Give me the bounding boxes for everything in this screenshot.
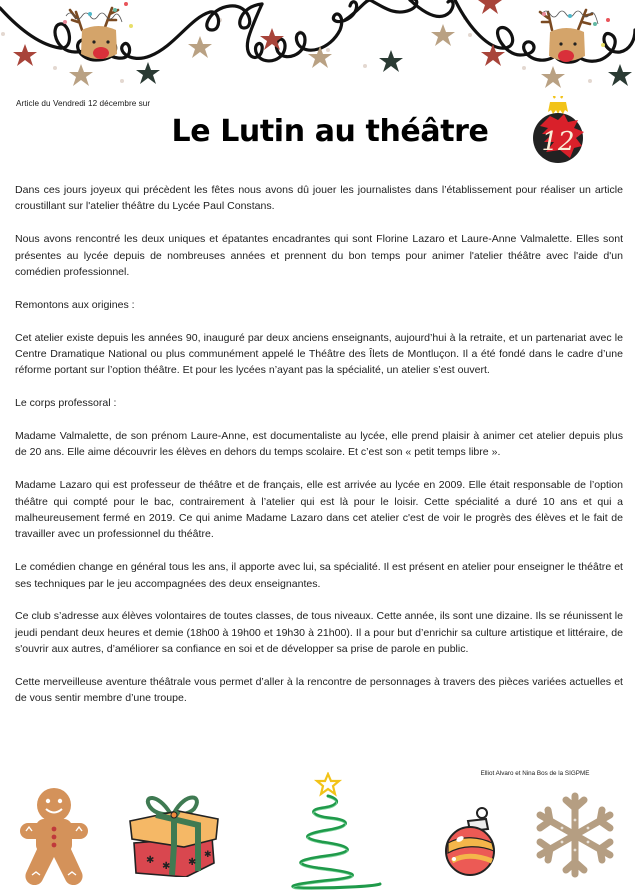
star-icon (188, 36, 212, 58)
christmas-garland-decoration (0, 0, 635, 100)
author-signature: Elliot Alvaro et Nina Bos de la SIGPME (480, 770, 590, 777)
article-paragraph: Madame Lazaro qui est professeur de théâtre et de français, elle est arrivée au lycée en 2009. Elle était responsable de l’option théâtre qui compté pour le bac, contrairement à l’atelier qui est là pour le loisir. Cette spécialité a duré 10 ans et qui a malheureusement fermé en 2019. Ce qui anime Madame Lazaro dans cet atelier c'est de voir le progrès des élèves et le fait de travailler avec un professionnel du théâtre. (15, 479, 623, 541)
star-icon (478, 0, 502, 14)
star-icon (13, 44, 37, 66)
star-icon (541, 66, 565, 88)
snowflake-icon (530, 790, 620, 880)
article-paragraph: Nous avons rencontré les deux uniques et épatantes encadrantes qui sont Florine Lazaro et Laure-Anne Valmalette. Elles sont présentes au lycée depuis de nombreuses années et prennent du bon temps pour animer l'atelier théâtre avec l'aide d'un comédien professionnel. (15, 233, 623, 279)
reindeer-icon (540, 10, 610, 62)
star-icon (136, 62, 160, 84)
article-dateline: Article du Vendredi 12 décembre sur (16, 99, 151, 108)
article-body (15, 182, 623, 723)
star-icon (69, 64, 93, 86)
article-paragraph: Le comédien change en général tous les ans, il apporte avec lui, sa spécialité. Il est présent en atelier pour enseigner le théâtre et ses techniques par le jeu accompagnées des deux enseignantes. (15, 561, 623, 590)
svg-text:✱: ✱ (188, 857, 197, 868)
gingerbread-man-icon (18, 785, 90, 885)
article-paragraph: Cet atelier existe depuis les années 90, inauguré par deux anciens enseignants, aujourd’hui à la retraite, et un partenariat avec le Centre Dramatique National ou plus communément appelé le Théâtre des Îlets de Montluçon. Il a été fondé dans le cadre d’une réforme portant sur l’option théâtre. Et pour les lycées n’ayant pas la spécialité, un atelier s’est ouvert. (15, 331, 623, 377)
christmas-ornament-12-icon (530, 96, 586, 164)
christmas-bauble-icon (438, 805, 500, 877)
gift-box-icon (128, 785, 220, 877)
star-icon (379, 50, 403, 72)
page-title: Le Lutin au théâtre (171, 114, 489, 149)
svg-text:12: 12 (541, 127, 575, 157)
svg-text:✱: ✱ (146, 855, 155, 866)
star-icon (431, 24, 455, 46)
section-heading-origins: Remontons aux origines : (15, 298, 135, 311)
article-paragraph: Dans ces jours joyeux qui précèdent les fêtes nous avons dû jouer les journalistes dans l’établissement pour réaliser un article croustillant sur l'atelier théâtre du Lycée Paul Constans. (15, 184, 623, 213)
star-icon (608, 64, 632, 86)
ribbon-christmas-tree-icon (272, 772, 382, 892)
svg-text:✱: ✱ (162, 861, 171, 872)
article-paragraph: Madame Valmalette, de son prénom Laure-Anne, est documentaliste au lycée, elle prend plaisir à animer cet atelier depuis plus de 20 ans. Elle aime découvrir les élèves en dehors du temps scolaire. Et c’est son « petit temps libre ». (15, 430, 623, 459)
article-paragraph: Cette merveilleuse aventure théâtrale vous permet d’aller à la rencontre de personnages à travers des pièces variées actuelles et de vous sentir membre d’une troupe. (15, 676, 623, 705)
section-heading-staff: Le corps professoral : (15, 397, 117, 410)
svg-text:✱: ✱ (204, 849, 212, 859)
article-paragraph: Ce club s’adresse aux élèves volontaires de toutes classes, de tous niveaux. Cette année, ils sont une dizaine. Ils se réunissent le jeudi pendant deux heures et demie (18h00 à 19h00 et 19h30 à 21h00). Il a pour but d’enrichir sa culture artistique et littéraire, de s'ouvrir aux autres, d’améliorer sa confiance en soi et de développer sa prise de parole en public. (15, 610, 623, 656)
